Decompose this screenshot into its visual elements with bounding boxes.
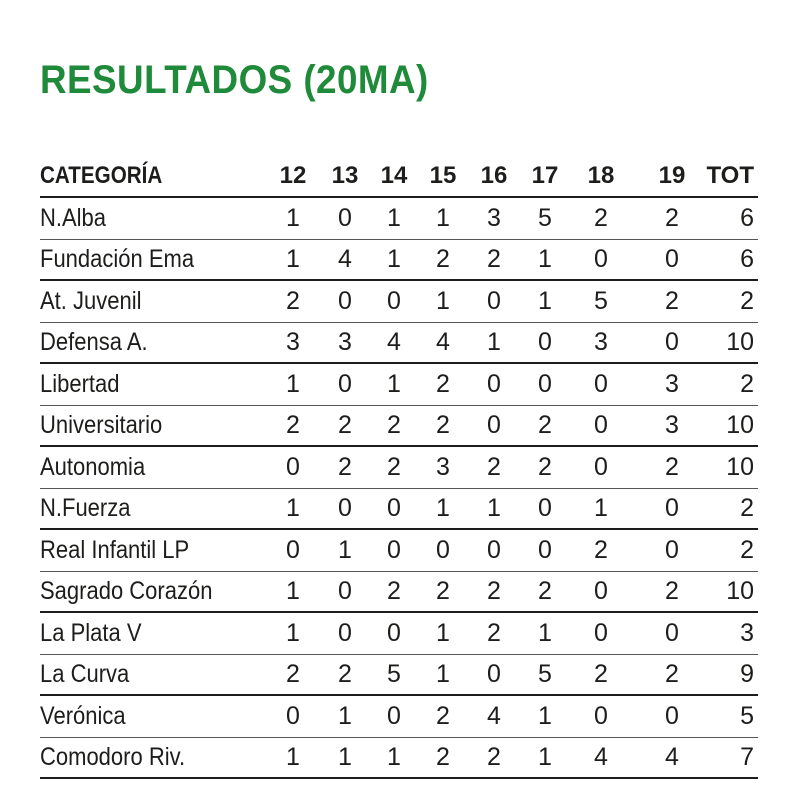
team-name: Fundación Ema (40, 244, 195, 273)
score-round-19: 2 (665, 576, 679, 605)
score-round-12: 1 (286, 493, 300, 522)
score-round-18: 0 (594, 576, 608, 605)
score-round-12: 0 (286, 535, 300, 564)
score-round-12: 1 (286, 369, 300, 398)
team-name: Verónica (40, 701, 126, 730)
table-row (40, 281, 758, 323)
score-round-19: 4 (665, 742, 679, 771)
score-round-14: 1 (387, 244, 401, 273)
score-round-14: 0 (387, 618, 401, 647)
page-title: RESULTADOS (20MA) (40, 58, 429, 102)
header-round-13: 13 (331, 162, 359, 189)
header-round-14: 14 (380, 162, 408, 189)
score-round-16: 0 (487, 535, 501, 564)
score-total: 7 (740, 742, 754, 771)
score-round-14: 2 (387, 410, 401, 439)
score-round-17: 1 (538, 244, 552, 273)
team-name: Defensa A. (40, 327, 148, 356)
table-row (40, 696, 758, 738)
score-round-16: 0 (487, 286, 501, 315)
score-round-12: 1 (286, 576, 300, 605)
score-round-16: 2 (487, 742, 501, 771)
score-round-17: 0 (538, 493, 552, 522)
score-round-16: 0 (487, 369, 501, 398)
score-round-14: 2 (387, 576, 401, 605)
table-row (40, 198, 758, 240)
score-round-14: 0 (387, 535, 401, 564)
score-total: 10 (726, 410, 754, 439)
score-round-13: 0 (338, 576, 352, 605)
score-round-17: 1 (538, 742, 552, 771)
score-round-15: 2 (436, 576, 450, 605)
score-round-19: 2 (665, 203, 679, 232)
score-round-19: 0 (665, 618, 679, 647)
team-name: Sagrado Corazón (40, 576, 213, 605)
table-row (40, 738, 758, 780)
table-header-row (40, 156, 758, 198)
score-round-19: 3 (665, 369, 679, 398)
score-round-15: 1 (436, 659, 450, 688)
score-round-13: 0 (338, 369, 352, 398)
header-round-19: 19 (658, 162, 686, 189)
table-row (40, 447, 758, 489)
score-total: 10 (726, 452, 754, 481)
score-total: 2 (740, 369, 754, 398)
score-round-14: 0 (387, 701, 401, 730)
score-round-19: 0 (665, 701, 679, 730)
score-round-13: 0 (338, 493, 352, 522)
team-name: La Plata V (40, 618, 142, 647)
table-row (40, 655, 758, 697)
score-round-18: 0 (594, 701, 608, 730)
score-round-18: 3 (594, 327, 608, 356)
table-row (40, 323, 758, 365)
score-round-19: 0 (665, 244, 679, 273)
table-row (40, 240, 758, 282)
score-round-17: 2 (538, 410, 552, 439)
score-round-16: 3 (487, 203, 501, 232)
table-row (40, 406, 758, 448)
score-round-18: 0 (594, 618, 608, 647)
score-round-12: 1 (286, 618, 300, 647)
score-round-16: 0 (487, 659, 501, 688)
score-total: 2 (740, 493, 754, 522)
score-round-17: 2 (538, 452, 552, 481)
team-name: Universitario (40, 410, 163, 439)
score-total: 2 (740, 535, 754, 564)
score-round-14: 4 (387, 327, 401, 356)
score-round-15: 2 (436, 410, 450, 439)
score-round-18: 5 (594, 286, 608, 315)
table-row (40, 489, 758, 531)
score-round-17: 5 (538, 203, 552, 232)
score-round-18: 2 (594, 203, 608, 232)
team-name: La Curva (40, 659, 130, 688)
score-round-12: 2 (286, 410, 300, 439)
score-round-15: 2 (436, 369, 450, 398)
score-round-12: 2 (286, 286, 300, 315)
team-name: N.Fuerza (40, 493, 131, 522)
table-row (40, 364, 758, 406)
score-total: 3 (740, 618, 754, 647)
score-round-13: 0 (338, 618, 352, 647)
score-round-14: 1 (387, 742, 401, 771)
table-row (40, 613, 758, 655)
header-round-18: 18 (587, 162, 615, 189)
score-round-16: 2 (487, 618, 501, 647)
score-round-18: 0 (594, 452, 608, 481)
score-round-15: 3 (436, 452, 450, 481)
score-round-16: 1 (487, 493, 501, 522)
table-row (40, 572, 758, 614)
score-round-14: 5 (387, 659, 401, 688)
score-round-13: 0 (338, 286, 352, 315)
header-round-16: 16 (480, 162, 508, 189)
score-round-17: 1 (538, 286, 552, 315)
score-round-18: 1 (594, 493, 608, 522)
score-round-16: 2 (487, 576, 501, 605)
score-round-17: 0 (538, 327, 552, 356)
score-round-18: 2 (594, 535, 608, 564)
score-round-16: 2 (487, 452, 501, 481)
score-round-13: 2 (338, 410, 352, 439)
score-round-18: 2 (594, 659, 608, 688)
score-round-19: 0 (665, 493, 679, 522)
score-round-15: 2 (436, 701, 450, 730)
score-total: 9 (740, 659, 754, 688)
score-round-19: 2 (665, 286, 679, 315)
team-name: Real Infantil LP (40, 535, 190, 564)
score-round-16: 2 (487, 244, 501, 273)
score-round-14: 1 (387, 369, 401, 398)
score-round-13: 0 (338, 203, 352, 232)
team-name: N.Alba (40, 203, 107, 232)
team-name: Comodoro Riv. (40, 742, 186, 771)
score-round-18: 4 (594, 742, 608, 771)
score-total: 6 (740, 203, 754, 232)
score-round-13: 2 (338, 452, 352, 481)
score-round-19: 3 (665, 410, 679, 439)
score-round-15: 2 (436, 742, 450, 771)
score-round-13: 1 (338, 535, 352, 564)
score-round-14: 2 (387, 452, 401, 481)
score-round-16: 0 (487, 410, 501, 439)
header-category: CATEGORÍA (40, 162, 163, 189)
score-round-15: 4 (436, 327, 450, 356)
team-name: Autonomia (40, 452, 146, 481)
score-round-15: 1 (436, 203, 450, 232)
score-total: 6 (740, 244, 754, 273)
score-round-17: 1 (538, 618, 552, 647)
score-total: 5 (740, 701, 754, 730)
score-round-13: 1 (338, 701, 352, 730)
score-round-13: 2 (338, 659, 352, 688)
header-round-17: 17 (531, 162, 559, 189)
score-total: 10 (726, 576, 754, 605)
score-round-18: 0 (594, 244, 608, 273)
table-body (40, 198, 758, 779)
score-total: 10 (726, 327, 754, 356)
score-round-17: 0 (538, 535, 552, 564)
score-round-19: 0 (665, 535, 679, 564)
score-round-16: 4 (487, 701, 501, 730)
score-round-15: 2 (436, 244, 450, 273)
score-round-19: 0 (665, 327, 679, 356)
score-round-16: 1 (487, 327, 501, 356)
score-round-17: 5 (538, 659, 552, 688)
score-round-15: 1 (436, 286, 450, 315)
team-name: Libertad (40, 369, 120, 398)
score-round-12: 2 (286, 659, 300, 688)
team-name: At. Juvenil (40, 286, 142, 315)
score-round-14: 1 (387, 203, 401, 232)
score-round-15: 0 (436, 535, 450, 564)
results-table (40, 156, 758, 779)
score-round-12: 1 (286, 742, 300, 771)
score-round-17: 1 (538, 701, 552, 730)
score-round-14: 0 (387, 493, 401, 522)
header-total: TOT (706, 162, 754, 189)
score-round-13: 3 (338, 327, 352, 356)
score-total: 2 (740, 286, 754, 315)
score-round-19: 2 (665, 452, 679, 481)
score-round-12: 3 (286, 327, 300, 356)
header-round-15: 15 (429, 162, 457, 189)
score-round-15: 1 (436, 493, 450, 522)
score-round-19: 2 (665, 659, 679, 688)
table-row (40, 530, 758, 572)
header-round-12: 12 (279, 162, 307, 189)
score-round-18: 0 (594, 369, 608, 398)
score-round-13: 4 (338, 244, 352, 273)
score-round-12: 0 (286, 701, 300, 730)
score-round-12: 1 (286, 203, 300, 232)
score-round-12: 1 (286, 244, 300, 273)
score-round-14: 0 (387, 286, 401, 315)
score-round-13: 1 (338, 742, 352, 771)
score-round-18: 0 (594, 410, 608, 439)
score-round-12: 0 (286, 452, 300, 481)
score-round-17: 2 (538, 576, 552, 605)
score-round-17: 0 (538, 369, 552, 398)
score-round-15: 1 (436, 618, 450, 647)
